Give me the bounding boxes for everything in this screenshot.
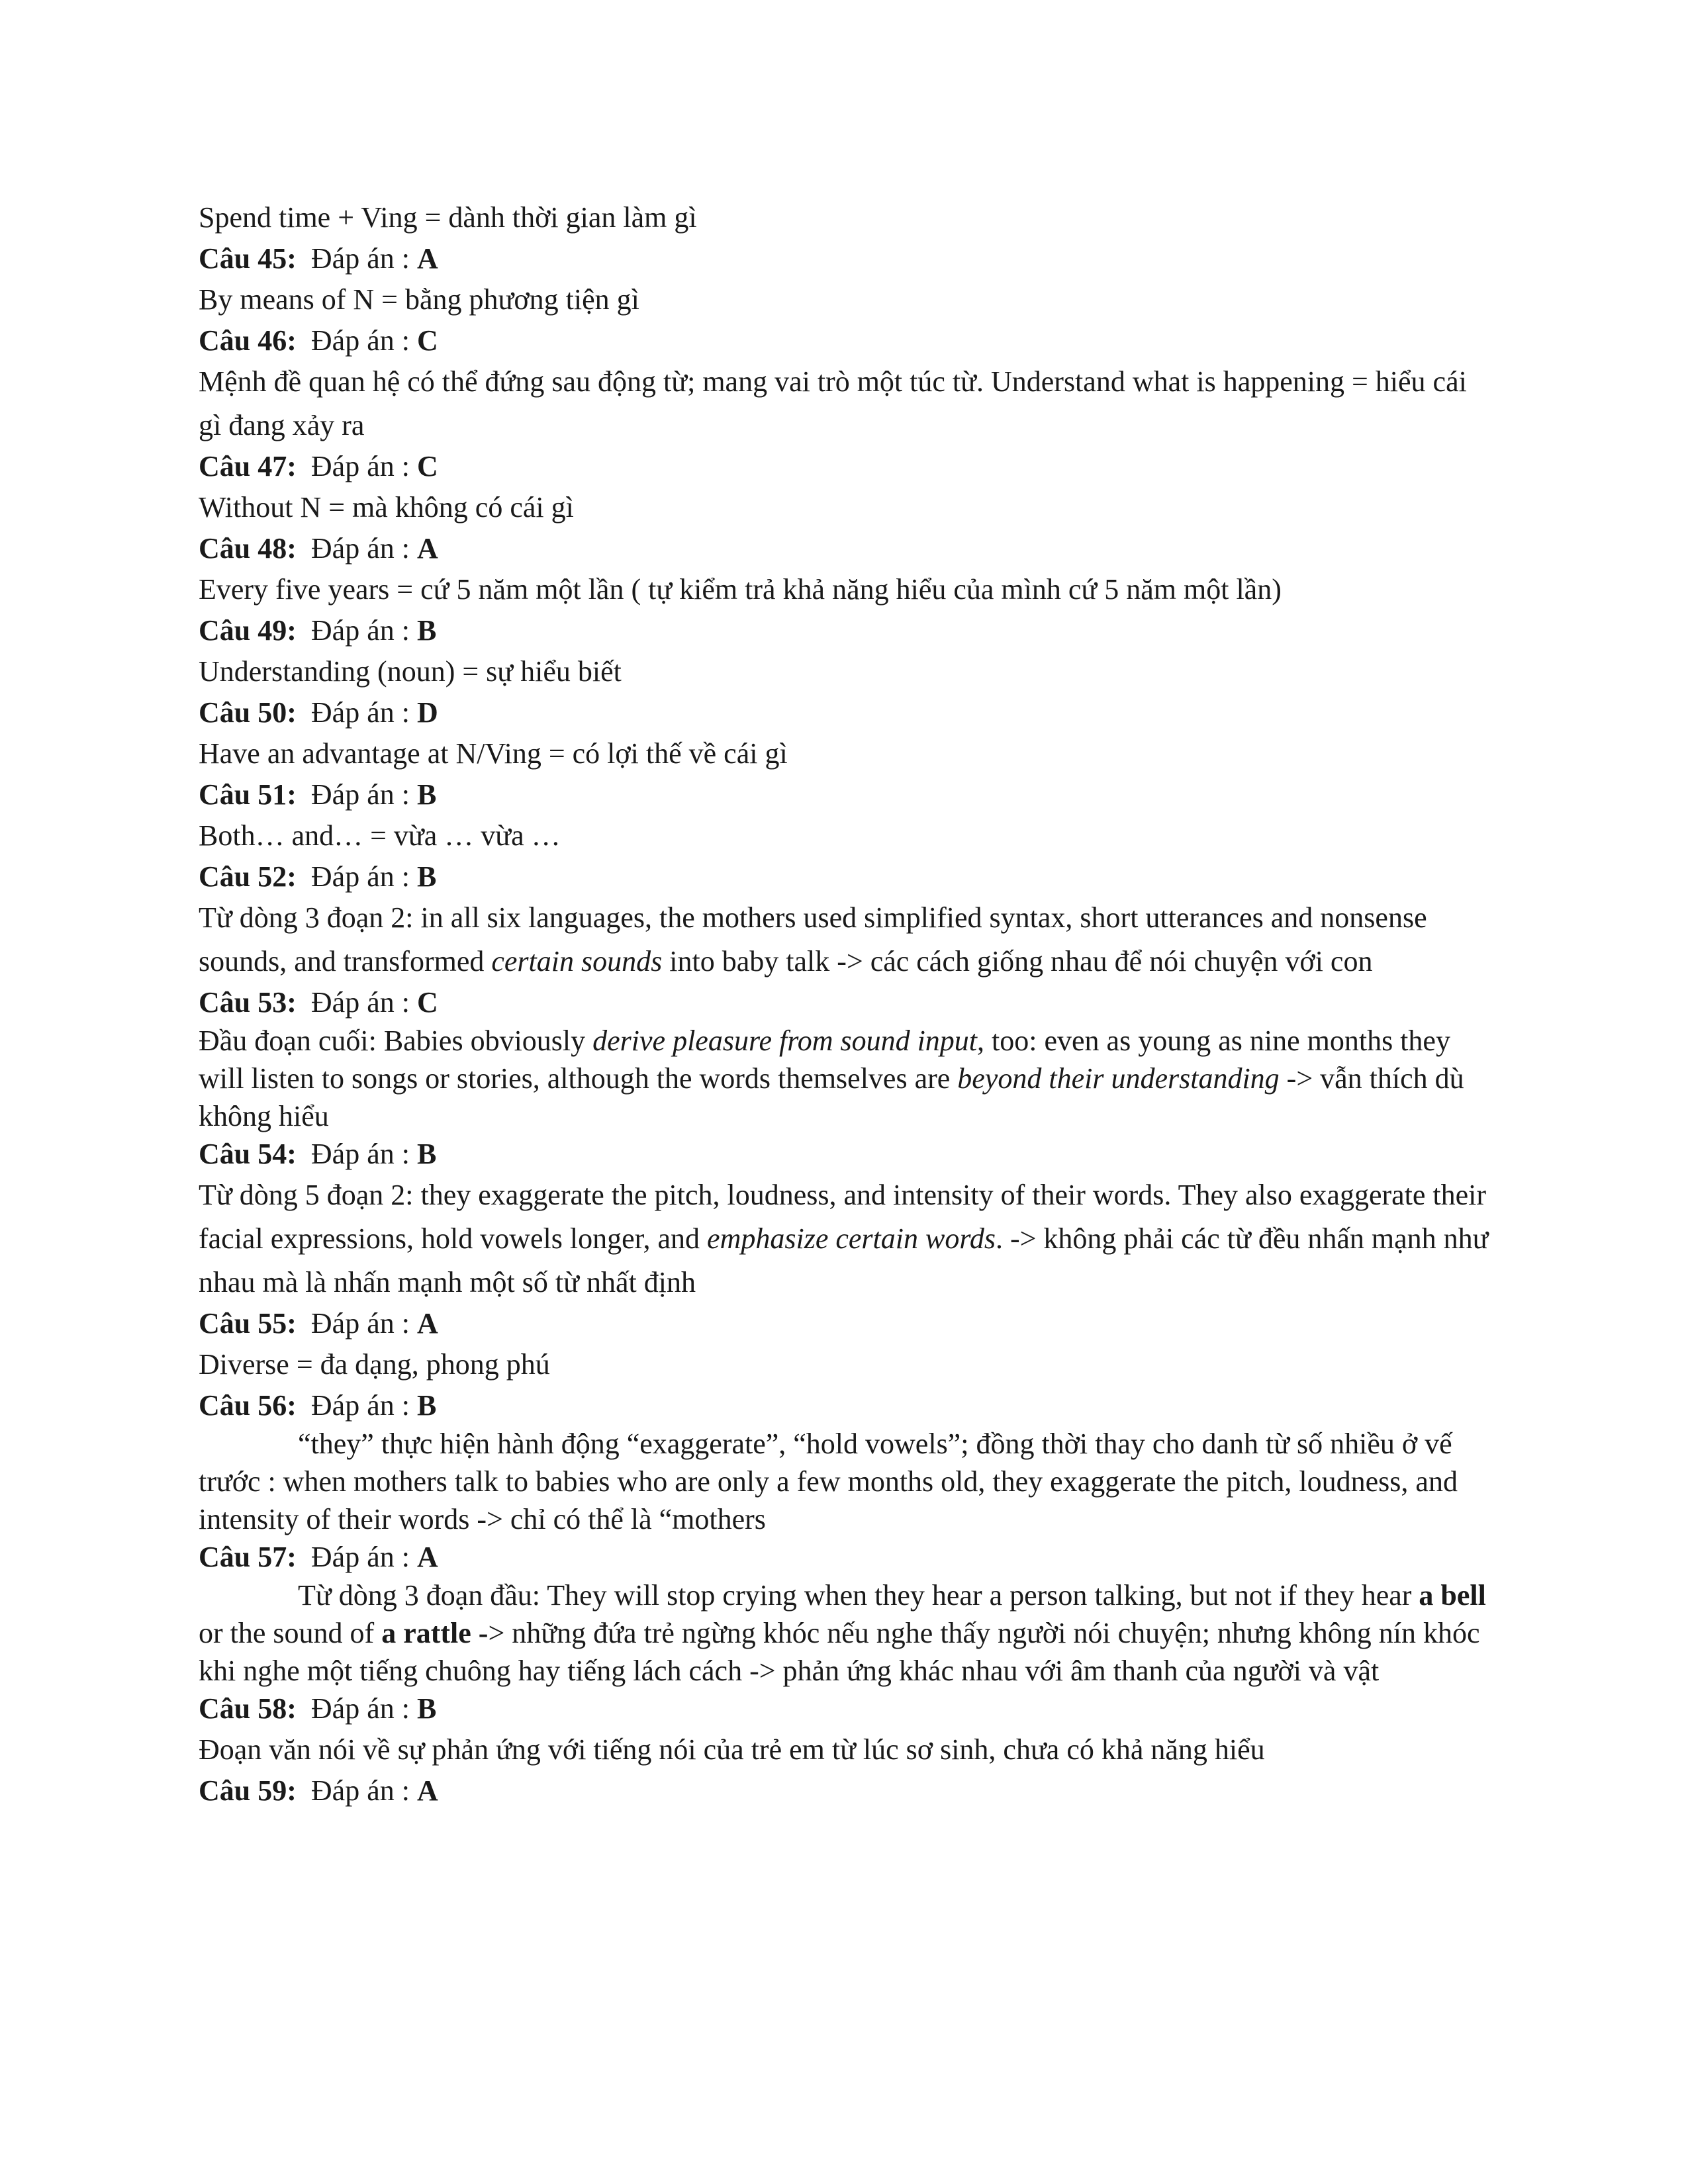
question-label: Câu 59: — [199, 1774, 297, 1807]
question-answer — [199, 694, 1496, 732]
note-text: Both… and… = vừa … vừa … — [199, 819, 561, 852]
answer-prefix: Đáp án : — [310, 1307, 410, 1340]
question-label: Câu 54: — [199, 1138, 297, 1170]
note-text: Every five years = cứ 5 năm một lần ( tự kiểm trả khả năng hiểu của mình cứ 5 năm một lần) — [199, 573, 1282, 606]
answer-prefix: Đáp án : — [310, 778, 410, 811]
question-answer — [199, 612, 1496, 650]
answer-letter: A — [416, 242, 438, 275]
answer-prefix: Đáp án : — [310, 450, 410, 482]
question-label: Câu 47: — [199, 450, 297, 482]
text-run: , too: even as young as nine months they will listen to songs or stories, although the words themselves are — [199, 1024, 1450, 1095]
answer-prefix: Đáp án : — [310, 532, 410, 565]
question-answer — [199, 1304, 1496, 1343]
question-label: Câu 52: — [199, 860, 297, 893]
answer-letter: C — [416, 450, 438, 482]
text-run: . -> không phải các từ đều nhấn mạnh như nhau mà là nhấn mạnh một số từ nhất định — [199, 1222, 1489, 1298]
question-answer — [199, 1538, 1496, 1576]
question-label: Câu 50: — [199, 696, 297, 729]
question-answer — [199, 1772, 1496, 1810]
answer-prefix: Đáp án : — [310, 1774, 410, 1807]
question-answer — [199, 447, 1496, 486]
answer-letter: A — [416, 1774, 438, 1807]
question-answer — [199, 776, 1496, 814]
answer-prefix: Đáp án : — [310, 696, 410, 729]
answer-letter: A — [416, 1541, 438, 1573]
answer-letter: B — [416, 778, 437, 811]
question-label: Câu 45: — [199, 242, 297, 275]
answer-prefix: Đáp án : — [310, 1138, 410, 1170]
italic-phrase: emphasize certain words — [707, 1222, 996, 1255]
question-answer — [199, 1135, 1496, 1173]
answer-letter: C — [416, 986, 438, 1019]
explanation-paragraph — [199, 1576, 1496, 1690]
answer-prefix: Đáp án : — [310, 1389, 410, 1422]
note-text: Spend time + Ving = dành thời gian làm gì — [199, 201, 697, 234]
text-run: Từ dòng 5 đoạn 2: they exaggerate the pitch, loudness, and intensity of their words. They also exaggerate their facial expressions, hold vowels longer, and — [199, 1179, 1487, 1255]
bold-phrase: a rattle - — [381, 1617, 489, 1649]
note-text: Without N = mà không có cái gì — [199, 491, 574, 523]
explanation-paragraph — [199, 1425, 1496, 1538]
answer-prefix: Đáp án : — [310, 1541, 410, 1573]
answer-letter: A — [416, 532, 438, 565]
question-label: Câu 57: — [199, 1541, 297, 1573]
note-text: Have an advantage at N/Ving = có lợi thế về cái gì — [199, 737, 788, 770]
question-label: Câu 58: — [199, 1692, 297, 1725]
answer-letter: B — [416, 1692, 437, 1725]
document-page — [199, 196, 1496, 1810]
question-answer — [199, 1387, 1496, 1425]
question-answer — [199, 529, 1496, 568]
question-label: Câu 53: — [199, 986, 297, 1019]
answer-prefix: Đáp án : — [310, 986, 410, 1019]
text-run: Đầu đoạn cuối: Babies obviously — [199, 1024, 593, 1057]
question-answer — [199, 983, 1496, 1022]
italic-phrase: derive pleasure from sound input — [592, 1024, 978, 1057]
explanation-paragraph — [199, 1022, 1496, 1135]
answer-prefix: Đáp án : — [310, 1692, 410, 1725]
question-label: Câu 48: — [199, 532, 297, 565]
answer-letter: D — [416, 696, 438, 729]
note-text: Đoạn văn nói về sự phản ứng với tiếng nói của trẻ em từ lúc sơ sinh, chưa có khả năng hiểu — [199, 1733, 1265, 1766]
question-answer — [199, 858, 1496, 896]
text-run: Từ dòng 3 đoạn 2: in all six languages, the mothers used simplified syntax, short utterances and nonsense sounds, and transformed — [199, 901, 1427, 978]
italic-phrase: beyond their understanding — [957, 1062, 1280, 1095]
question-answer — [199, 240, 1496, 278]
answer-letter: B — [416, 1389, 437, 1422]
answer-prefix: Đáp án : — [310, 614, 410, 647]
answer-letter: B — [416, 860, 437, 893]
answer-prefix: Đáp án : — [310, 860, 410, 893]
answer-prefix: Đáp án : — [310, 324, 410, 357]
text-run: Từ dòng 3 đoạn đầu: They will stop crying when they hear a person talking, but not if they hear — [298, 1579, 1419, 1612]
text-run: into baby talk -> các cách giống nhau để nói chuyện với con — [662, 945, 1373, 978]
answer-prefix: Đáp án : — [310, 242, 410, 275]
text-run: “they” thực hiện hành động “exaggerate”, “hold vowels”; đồng thời thay cho danh từ số nhiều ở vế trước : when mothers talk to babies who are only a few months old, they exaggerate the pitch, loudness, and intensity of their words -> chỉ có thể là “mothers — [199, 1428, 1458, 1535]
italic-phrase: certain sounds — [491, 945, 663, 978]
question-answer — [199, 322, 1496, 360]
note-text: By means of N = bằng phương tiện gì — [199, 283, 639, 316]
explanation-paragraph — [199, 896, 1496, 983]
text-run: > những đứa trẻ ngừng khóc nếu nghe thấy người nói chuyện; nhưng không nín khóc khi nghe một tiếng chuông hay tiếng lách cách -> phản ứng khác nhau với âm thanh của người và vật — [199, 1617, 1480, 1687]
question-label: Câu 51: — [199, 778, 297, 811]
question-label: Câu 55: — [199, 1307, 297, 1340]
text-run: -> vẫn thích dù không hiểu — [199, 1062, 1464, 1132]
question-label: Câu 56: — [199, 1389, 297, 1422]
note-text: Understanding (noun) = sự hiểu biết — [199, 655, 622, 688]
bold-phrase: a bell — [1419, 1579, 1486, 1612]
answer-letter: B — [416, 1138, 437, 1170]
answer-letter: A — [416, 1307, 438, 1340]
note-text: Diverse = đa dạng, phong phú — [199, 1348, 550, 1381]
question-label: Câu 49: — [199, 614, 297, 647]
answer-letter: B — [416, 614, 437, 647]
note-text: Mệnh đề quan hệ có thể đứng sau động từ; mang vai trò một túc từ. Understand what is happening = hiểu cái gì đang xảy ra — [199, 365, 1467, 441]
question-answer — [199, 1690, 1496, 1728]
answer-letter: C — [416, 324, 438, 357]
question-label: Câu 46: — [199, 324, 297, 357]
explanation-paragraph — [199, 1173, 1496, 1304]
text-run: or the sound of — [199, 1617, 382, 1649]
